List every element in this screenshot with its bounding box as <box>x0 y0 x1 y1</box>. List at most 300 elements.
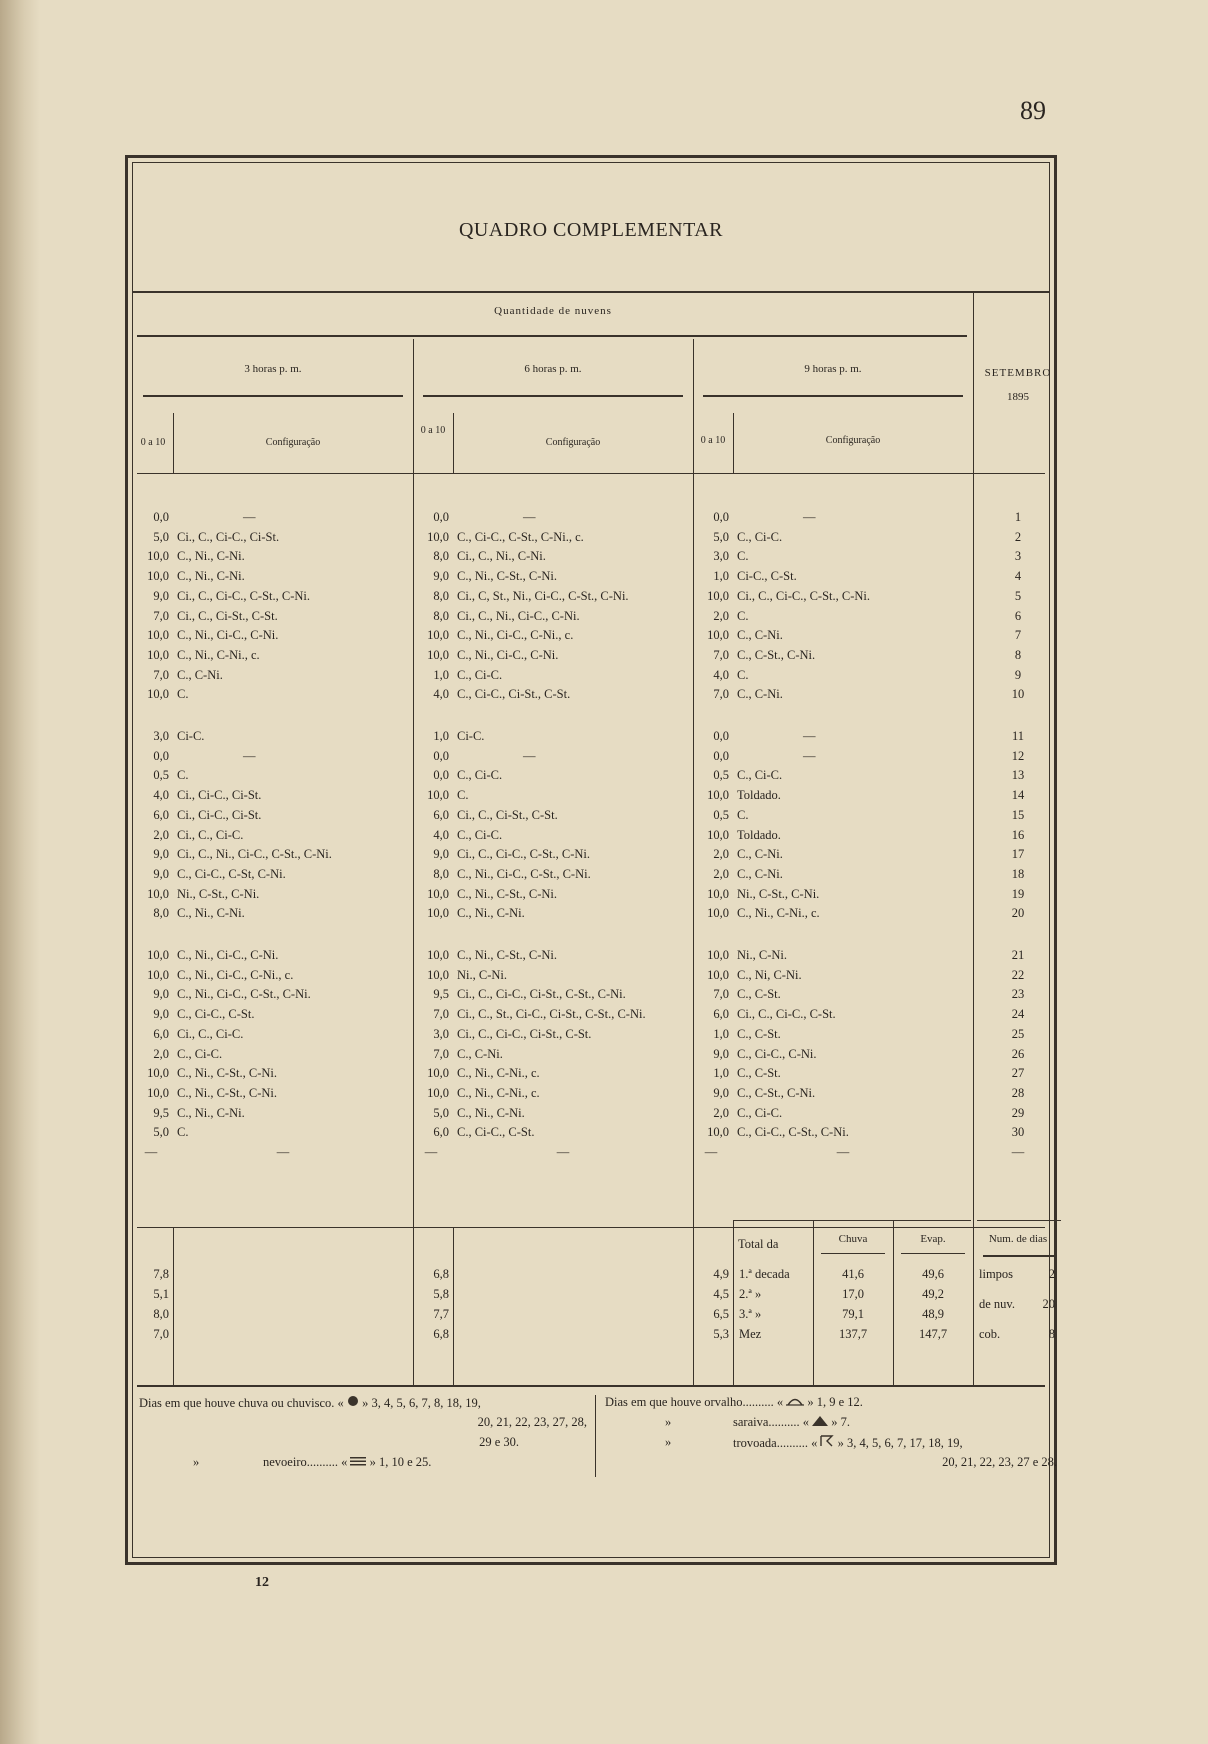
day-number: 17 <box>1011 847 1025 862</box>
mean-value: 7,0 <box>153 1327 169 1341</box>
cloud-amount: 8,0 <box>433 866 449 881</box>
cloud-configuration: C. <box>737 807 749 822</box>
cloud-amount: 9,0 <box>153 1007 169 1022</box>
cloud-configuration: C., C-St. <box>737 1026 781 1041</box>
cloud-configuration: C., Ni., C-St., C-Ni. <box>457 886 558 901</box>
closing-dash: — <box>836 1145 850 1159</box>
cloud-configuration: C., C-Ni. <box>737 687 783 702</box>
cloud-configuration: C. <box>177 768 189 783</box>
day-number: 16 <box>1011 827 1025 842</box>
mean-value: 7,7 <box>433 1307 449 1321</box>
cloud-configuration: Ci., Ci-C., Ci-St. <box>177 807 262 822</box>
cloud-amount: 0,0 <box>433 768 449 783</box>
cloud-configuration: Ci., C., Ci-C. <box>177 1026 244 1041</box>
closing-dash: — <box>144 1145 158 1159</box>
cloud-configuration: C., Ci-C. <box>737 1105 783 1120</box>
cloud-amount: 0,5 <box>713 768 729 783</box>
cob-value: 8 <box>1048 1327 1055 1341</box>
cloud-amount: 1,0 <box>713 1026 729 1041</box>
cloud-configuration: C., Ci-C., C-St. <box>457 1125 535 1140</box>
brace-9pm <box>703 395 963 403</box>
title-rule <box>133 291 1049 293</box>
closing-dash: — <box>556 1145 570 1159</box>
closing-dash: — <box>276 1145 290 1159</box>
cloud-configuration: C., C-Ni. <box>177 667 223 682</box>
cloud-configuration: C., Ni., C-Ni. <box>457 1105 525 1120</box>
cloud-configuration: C., Ni., Ci-C., C-Ni., c. <box>177 967 294 982</box>
cloud-configuration: Ci., C., Ci-St., C-St. <box>177 608 278 623</box>
cloud-configuration: Ci., C., Ci-C., Ci-St., C-St., C-Ni. <box>457 987 626 1002</box>
nevoeiro-note <box>263 1455 431 1470</box>
mean-value: 6,8 <box>433 1327 449 1341</box>
cloud-amount: 2,0 <box>153 1046 169 1061</box>
day-number: 14 <box>1011 788 1025 803</box>
cloud-configuration: C., Ci-C., Ci-St., C-St. <box>457 687 571 702</box>
group-label: Quantidade de nuvens <box>494 305 612 317</box>
cloud-amount: 2,0 <box>713 1105 729 1120</box>
summary-rule <box>137 1227 1045 1228</box>
cloud-configuration: C., C-St. <box>737 987 781 1002</box>
trovoada-note <box>733 1435 963 1451</box>
day-number: 7 <box>1014 628 1022 643</box>
cloud-amount: 2,0 <box>713 608 729 623</box>
period-3pm: 3 horas p. m. <box>244 363 302 375</box>
total-label: Total da <box>738 1237 779 1251</box>
cloud-amount: 9,0 <box>433 847 449 862</box>
cloud-amount: 7,0 <box>713 687 729 702</box>
mean-value: 4,5 <box>713 1287 729 1301</box>
bottom-number: 12 <box>255 1575 269 1590</box>
cloud-configuration: Ci-C. <box>457 729 485 743</box>
cloud-amount: 4,0 <box>433 827 449 842</box>
period-9pm: 9 horas p. m. <box>804 363 862 375</box>
cloud-configuration: Ni., C-St., C-Ni. <box>177 886 260 901</box>
cloud-configuration: Toldado. <box>737 827 781 842</box>
cloud-configuration: C., Ci-C., C-Ni. <box>737 1046 817 1061</box>
cloud-amount: 0,0 <box>713 510 729 524</box>
brace-3pm <box>143 395 403 403</box>
mean-value: 4,9 <box>713 1267 729 1281</box>
cloud-amount: 1,0 <box>713 569 729 584</box>
cloud-configuration: C. <box>457 788 469 803</box>
cloud-configuration: Ci., C., Ni., C-Ni. <box>457 549 546 564</box>
chuva-days-1: » 3, 4, 5, 6, 7, 8, 18, 19, <box>362 1396 481 1410</box>
cloud-amount: 9,0 <box>153 588 169 603</box>
nuv-value: 20 <box>1042 1297 1055 1311</box>
cloud-configuration: Ci-C., C-St. <box>737 569 797 584</box>
total-period: 1.ª decada <box>739 1267 790 1281</box>
nevoeiro-prefix: » <box>193 1455 200 1469</box>
chuva-underline <box>821 1253 885 1254</box>
cloud-configuration: Ci., Ci-C., Ci-St. <box>177 788 262 803</box>
cloud-amount: 10,0 <box>427 886 449 901</box>
total-divider <box>733 1220 734 1385</box>
footer-rule <box>137 1385 1045 1387</box>
thunder-icon <box>820 1435 834 1451</box>
cloud-configuration: C., Ci-C. <box>737 529 783 544</box>
cloud-amount: 10,0 <box>427 967 449 982</box>
cloud-configuration: Ci., C., Ci-C., C-St., C-Ni. <box>457 847 591 862</box>
chuva-label: Chuva <box>838 1233 868 1245</box>
cloud-amount: 10,0 <box>427 647 449 662</box>
day-number: 30 <box>1011 1125 1025 1140</box>
cloud-amount: 7,0 <box>433 1007 449 1022</box>
cloud-amount: 9,0 <box>153 866 169 881</box>
day-number: 28 <box>1011 1085 1025 1100</box>
cloud-amount: 6,0 <box>433 807 449 822</box>
scale-b: 0 a 10 <box>420 425 446 436</box>
cloud-configuration: C., Ci-C., C-St., C-Ni., c. <box>457 529 584 544</box>
cloud-amount: 1,0 <box>713 1066 729 1081</box>
days-header: Num. de dias <box>988 1233 1048 1245</box>
cloud-amount: 5,0 <box>153 1125 169 1140</box>
trovoada-label: trovoada.......... « <box>733 1436 818 1450</box>
cloud-amount: 7,0 <box>713 987 729 1002</box>
chuva-value: 137,7 <box>838 1327 868 1341</box>
trovoada-days-1: » 3, 4, 5, 6, 7, 17, 18, 19, <box>837 1436 963 1450</box>
cloud-amount: 9,0 <box>713 1085 729 1100</box>
page-title: QUADRO COMPLEMENTAR <box>458 219 724 241</box>
config-b: Configuração <box>545 437 601 448</box>
cloud-configuration: C., C-Ni. <box>737 866 783 881</box>
cloud-amount: 10,0 <box>147 549 169 564</box>
cloud-amount: 9,0 <box>713 1046 729 1061</box>
cloud-amount: 0,0 <box>433 748 449 763</box>
cloud-amount: 8,0 <box>153 906 169 921</box>
nevoeiro-days: » 1, 10 e 25. <box>369 1455 432 1469</box>
hail-icon <box>812 1415 828 1430</box>
cloud-amount: 9,5 <box>433 987 449 1002</box>
cloud-amount: 10,0 <box>427 529 449 544</box>
evap-underline <box>901 1253 965 1254</box>
cloud-amount: 5,0 <box>153 529 169 544</box>
evap-value: 147,7 <box>918 1327 948 1341</box>
cloud-configuration: C., Ni., C-Ni. <box>177 569 245 584</box>
trovoada-prefix: » <box>665 1435 672 1449</box>
chuva-days-3: 29 e 30. <box>479 1435 519 1449</box>
chuva-value: 79,1 <box>842 1307 864 1321</box>
evap-value: 49,2 <box>922 1287 944 1301</box>
header-rule <box>137 473 1045 474</box>
trovoada-days-2: 20, 21, 22, 23, 27 e 28. <box>942 1455 1057 1469</box>
scale-a: 0 a 10 <box>140 437 166 448</box>
brace-6pm <box>423 395 683 403</box>
fog-icon <box>350 1455 366 1470</box>
cloud-configuration: C., Ci-C. <box>457 768 503 783</box>
cloud-amount: 7,0 <box>153 608 169 623</box>
cloud-amount: 4,0 <box>713 667 729 682</box>
cloud-amount: 10,0 <box>147 886 169 901</box>
cloud-configuration: — <box>243 748 256 763</box>
cloud-amount: 8,0 <box>433 608 449 623</box>
cloud-configuration: C., Ni., C-Ni., c. <box>177 647 260 662</box>
cloud-amount: 10,0 <box>427 628 449 643</box>
cloud-amount: 7,0 <box>153 667 169 682</box>
mean-value: 6,8 <box>433 1267 449 1281</box>
day-number: 23 <box>1011 987 1025 1002</box>
cloud-configuration: C., Ci-C., C-St., C-Ni. <box>737 1125 849 1140</box>
cloud-amount: 1,0 <box>433 667 449 682</box>
cloud-configuration: C. <box>737 549 749 564</box>
sum-divider-b <box>453 1227 454 1385</box>
month-label: SETEMBRO <box>984 367 1052 379</box>
closing-dash: — <box>704 1145 718 1159</box>
cloud-amount: 9,5 <box>153 1105 169 1120</box>
cloud-configuration: C., Ni., C-Ni. <box>177 549 245 564</box>
cloud-amount: 10,0 <box>707 1125 729 1140</box>
cloud-amount: 10,0 <box>427 788 449 803</box>
orvalho-label: Dias em que houve orvalho.......... « <box>605 1395 784 1409</box>
cloud-configuration: C., Ci-C., C-St. <box>177 1007 255 1022</box>
cloud-configuration: Ci., C., Ci-C., C-St., C-Ni. <box>737 588 871 603</box>
cloud-amount: 2,0 <box>153 827 169 842</box>
cloud-configuration: — <box>523 510 536 524</box>
cloud-amount: 10,0 <box>707 827 729 842</box>
cloud-amount: 0,0 <box>713 748 729 763</box>
cloud-amount: 0,5 <box>713 807 729 822</box>
limpos-value: 2 <box>1048 1267 1055 1281</box>
total-period: 2.ª » <box>739 1287 762 1301</box>
cloud-configuration: C., Ni., C-Ni. <box>457 906 525 921</box>
cloud-configuration: C., Ni., C-Ni. <box>177 906 245 921</box>
day-number: 9 <box>1014 667 1022 682</box>
cloud-configuration: C. <box>177 1125 189 1140</box>
cloud-configuration: C., Ci-C., C-St, C-Ni. <box>177 866 286 881</box>
scale-c: 0 a 10 <box>700 435 726 446</box>
day-number: 1 <box>1014 510 1022 524</box>
day-number: 20 <box>1011 906 1025 921</box>
cloud-configuration: C., C-St. <box>737 1066 781 1081</box>
period-6pm: 6 horas p. m. <box>524 363 582 375</box>
cloud-configuration: C., Ci-C. <box>457 827 503 842</box>
cloud-amount: 6,0 <box>153 1026 169 1041</box>
cloud-configuration: C., Ni., C-Ni. <box>177 1105 245 1120</box>
cloud-amount: 9,0 <box>153 987 169 1002</box>
total-top-rule <box>733 1220 971 1221</box>
sum-divider-a <box>173 1227 174 1385</box>
cloud-amount: 6,0 <box>433 1125 449 1140</box>
day-number: 13 <box>1011 768 1025 783</box>
cloud-amount: 1,0 <box>433 729 449 743</box>
cloud-amount: 8,0 <box>433 549 449 564</box>
day-number: 19 <box>1011 886 1025 901</box>
table-frame <box>125 155 1057 1565</box>
cloud-configuration: Ci., C., Ci-C., C-St., C-Ni. <box>177 588 311 603</box>
saraiva-prefix: » <box>665 1415 672 1429</box>
cloud-amount: 10,0 <box>147 948 169 962</box>
cloud-amount: 9,0 <box>153 847 169 862</box>
cloud-configuration: C. <box>177 687 189 702</box>
evap-value: 49,6 <box>922 1267 944 1281</box>
orvalho-note <box>605 1395 863 1410</box>
cloud-amount: 10,0 <box>147 1085 169 1100</box>
cloud-amount: 6,0 <box>153 807 169 822</box>
cloud-configuration: C. <box>737 667 749 682</box>
cloud-amount: 8,0 <box>433 588 449 603</box>
cloud-configuration: C., Ni., Ci-C., C-St., C-Ni. <box>177 987 311 1002</box>
cloud-amount: 10,0 <box>707 948 729 962</box>
rain-icon <box>347 1395 359 1411</box>
dew-icon <box>786 1395 804 1410</box>
cloud-amount: 2,0 <box>713 866 729 881</box>
cloud-amount: 10,0 <box>707 967 729 982</box>
cloud-configuration: C., Ni., C-Ni., c. <box>737 906 820 921</box>
day-number: 8 <box>1014 647 1022 662</box>
cloud-amount: 7,0 <box>713 647 729 662</box>
cloud-configuration: — <box>803 510 816 524</box>
cloud-configuration: Ci., C., Ci-C., Ci-St. <box>177 529 280 544</box>
day-number: 26 <box>1011 1046 1025 1061</box>
day-number: 21 <box>1011 948 1025 962</box>
cloud-configuration: Ni., C-St., C-Ni. <box>737 886 820 901</box>
limpos-label: limpos <box>979 1267 1014 1281</box>
cloud-amount: 9,0 <box>433 569 449 584</box>
cloud-amount: 0,0 <box>713 729 729 743</box>
mean-value: 6,5 <box>713 1307 729 1321</box>
cloud-amount: 4,0 <box>153 788 169 803</box>
cloud-amount: 7,0 <box>433 1046 449 1061</box>
days-brace <box>983 1255 1057 1263</box>
day-number: 22 <box>1011 967 1025 982</box>
chuva-note-label: Dias em que houve chuva ou chuvisco. « <box>139 1396 344 1410</box>
cloud-configuration: C., C-Ni. <box>737 628 783 643</box>
saraiva-days: » 7. <box>831 1415 851 1429</box>
cloud-configuration: Ci., C., Ci-C., Ci-St., C-St. <box>457 1026 592 1041</box>
cloud-amount: 10,0 <box>707 588 729 603</box>
cloud-configuration: C., Ni., C-Ni., c. <box>457 1085 540 1100</box>
cob-label: cob. <box>979 1327 1001 1341</box>
nevoeiro-label: nevoeiro.......... « <box>263 1455 348 1469</box>
closing-dash: — <box>424 1145 438 1159</box>
cloud-configuration: C. <box>737 608 749 623</box>
mean-value: 5,8 <box>433 1287 449 1301</box>
cloud-amount: 0,0 <box>433 510 449 524</box>
cloud-configuration: Ci., C., Ci-St., C-St. <box>457 807 558 822</box>
mean-value: 5,3 <box>713 1327 729 1341</box>
evap-value: 48,9 <box>922 1307 944 1321</box>
cloud-amount: 4,0 <box>433 687 449 702</box>
cloud-configuration: C., C-Ni. <box>737 847 783 862</box>
day-number: 12 <box>1011 748 1025 763</box>
cloud-amount: 6,0 <box>713 1007 729 1022</box>
saraiva-label: saraiva.......... « <box>733 1415 810 1429</box>
orvalho-days: » 1, 9 e 12. <box>807 1395 863 1409</box>
day-number: 15 <box>1011 807 1025 822</box>
cloud-amount: 3,0 <box>153 729 169 743</box>
day-number: 3 <box>1014 549 1022 564</box>
cloud-configuration: Ci., C, St., Ni., Ci-C., C-St., C-Ni. <box>457 588 629 603</box>
cloud-amount: 10,0 <box>707 788 729 803</box>
cloud-amount: 10,0 <box>427 1085 449 1100</box>
cloud-configuration: C., Ni, C-Ni. <box>737 967 802 982</box>
table-inner <box>132 162 1057 1558</box>
cloud-configuration: Ni., C-Ni. <box>457 967 507 982</box>
year-label: 1895 <box>1007 391 1029 403</box>
cloud-configuration: — <box>243 510 256 524</box>
cloud-amount: 10,0 <box>147 628 169 643</box>
cloud-configuration: C., C-Ni. <box>457 1046 503 1061</box>
cloud-amount: 0,5 <box>153 768 169 783</box>
footer-divider <box>595 1395 596 1477</box>
page-number: 89 <box>1020 96 1046 125</box>
page-edge <box>0 0 40 1744</box>
group-brace <box>137 335 967 343</box>
mean-value: 5,1 <box>153 1287 169 1301</box>
nuv-label: de nuv. <box>979 1297 1015 1311</box>
cloud-configuration: C., Ci-C. <box>177 1046 223 1061</box>
day-number: 29 <box>1011 1105 1025 1120</box>
cloud-amount: 3,0 <box>433 1026 449 1041</box>
evap-label: Evap. <box>920 1233 946 1245</box>
cloud-configuration: Toldado. <box>737 788 781 803</box>
config-c: Configuração <box>825 435 881 446</box>
day-number: 24 <box>1011 1007 1025 1022</box>
cloud-amount: 10,0 <box>147 687 169 702</box>
day-number: 10 <box>1011 687 1025 702</box>
day-number: 6 <box>1014 608 1022 623</box>
cloud-configuration: C., C-St., C-Ni. <box>737 647 816 662</box>
cloud-configuration: C., Ni., Ci-C., C-Ni., c. <box>457 628 574 643</box>
cloud-amount: 10,0 <box>707 628 729 643</box>
cloud-configuration: C., Ci-C. <box>457 667 503 682</box>
cloud-amount: 0,0 <box>153 510 169 524</box>
cloud-configuration: C., Ni., Ci-C., C-Ni. <box>177 948 279 962</box>
cloud-configuration: C., Ni., C-St., C-Ni. <box>177 1085 278 1100</box>
cloud-amount: 3,0 <box>713 549 729 564</box>
cloud-configuration: C., Ni., C-St., C-Ni. <box>177 1066 278 1081</box>
day-number: 18 <box>1011 866 1025 881</box>
cloud-configuration: Ci., C., Ci-C. <box>177 827 244 842</box>
day-number: 27 <box>1011 1066 1025 1081</box>
days-top-rule <box>977 1220 1061 1221</box>
cloud-amount: 0,0 <box>153 748 169 763</box>
cloud-configuration: Ci., C., St., Ci-C., Ci-St., C-St., C-Ni. <box>457 1007 646 1022</box>
mean-value: 7,8 <box>153 1267 169 1281</box>
cloud-configuration: C., Ci-C. <box>737 768 783 783</box>
cloud-configuration: Ni., C-Ni. <box>737 948 787 962</box>
cloud-configuration: C., C-St., C-Ni. <box>737 1085 816 1100</box>
cloud-configuration: C., Ni., Ci-C., C-St., C-Ni. <box>457 866 591 881</box>
chuva-note <box>139 1395 481 1411</box>
day-number: 4 <box>1014 569 1022 584</box>
day-number: 5 <box>1014 588 1022 603</box>
cloud-amount: 10,0 <box>707 906 729 921</box>
cloud-amount: 10,0 <box>147 647 169 662</box>
day-number: 25 <box>1011 1026 1025 1041</box>
cloud-configuration: C., Ni., C-Ni., c. <box>457 1066 540 1081</box>
cloud-amount: 5,0 <box>433 1105 449 1120</box>
cloud-amount: 10,0 <box>707 886 729 901</box>
saraiva-note <box>733 1415 850 1430</box>
day-number: 11 <box>1011 729 1025 743</box>
day-number: 2 <box>1014 529 1022 544</box>
cloud-amount: 10,0 <box>147 967 169 982</box>
cloud-amount: 10,0 <box>427 948 449 962</box>
cloud-configuration: C., Ni., C-St., C-Ni. <box>457 948 558 962</box>
cloud-amount: 10,0 <box>427 906 449 921</box>
mean-value: 8,0 <box>153 1307 169 1321</box>
cloud-configuration: Ci-C. <box>177 729 205 743</box>
cloud-configuration: Ci., C., Ni., Ci-C., C-St., C-Ni. <box>177 847 332 862</box>
config-a: Configuração <box>265 437 321 448</box>
cloud-amount: 10,0 <box>147 1066 169 1081</box>
chuva-value: 17,0 <box>842 1287 864 1301</box>
cloud-configuration: — <box>523 748 536 763</box>
cloud-amount: 5,0 <box>713 529 729 544</box>
total-period: Mez <box>739 1327 762 1341</box>
chuva-days-2: 20, 21, 22, 23, 27, 28, <box>477 1415 587 1429</box>
cloud-configuration: C., Ni., C-St., C-Ni. <box>457 569 558 584</box>
